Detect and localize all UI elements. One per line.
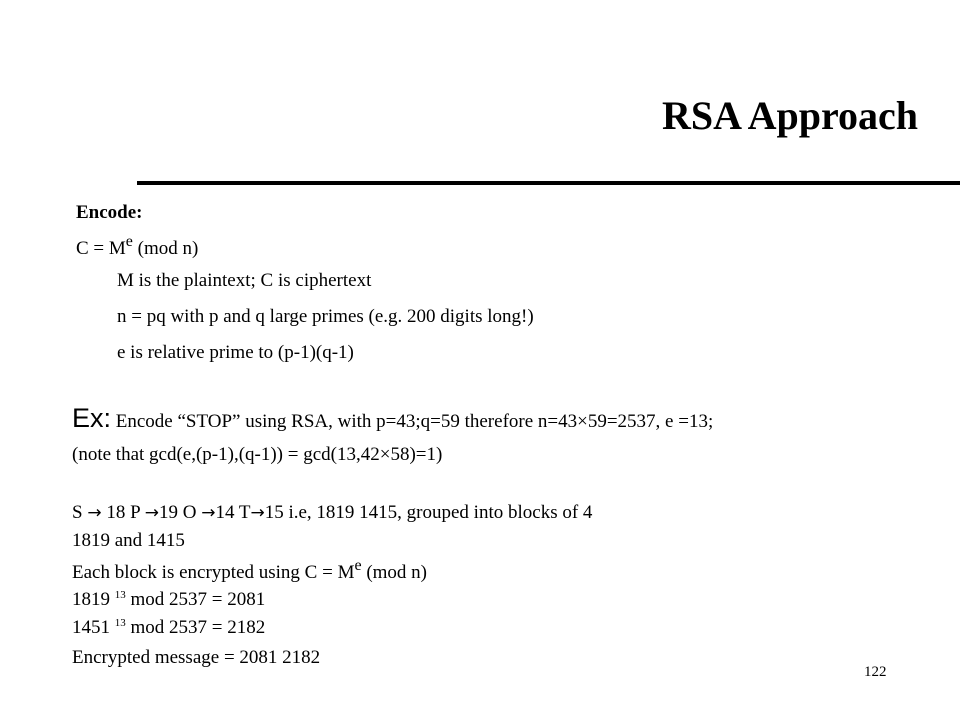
mapping-p-value: 19 O bbox=[158, 502, 202, 523]
formula-suffix: (mod n) bbox=[132, 238, 199, 259]
encrypt-suffix: (mod n) bbox=[361, 562, 428, 583]
encode-formula bbox=[76, 233, 198, 260]
calc1-base: 1819 bbox=[72, 589, 115, 610]
calc2-exponent: 13 bbox=[114, 617, 126, 629]
example-note: (note that gcd(e,(p-1),(q-1)) = gcd(13,42×58)=1) bbox=[72, 444, 443, 465]
calc2-base: 1451 bbox=[72, 617, 115, 638]
encode-bullet: M is the plaintext; C is ciphertext bbox=[117, 270, 372, 291]
right-arrow-icon: → bbox=[201, 503, 216, 523]
calc2-rest: mod 2537 = 2182 bbox=[125, 617, 266, 638]
mapping-s-value: 18 P bbox=[101, 502, 145, 523]
encrypt-rule bbox=[72, 557, 427, 584]
encrypted-result: Encrypted message = 2081 2182 bbox=[72, 647, 321, 668]
right-arrow-icon: → bbox=[87, 503, 102, 523]
encode-bullet: e is relative prime to (p-1)(q-1) bbox=[117, 342, 354, 363]
right-arrow-icon: → bbox=[144, 503, 159, 523]
slide-title: RSA Approach bbox=[661, 93, 918, 138]
example-label: Ex: bbox=[72, 403, 112, 433]
calculation-2 bbox=[72, 617, 265, 639]
example-intro bbox=[72, 403, 713, 434]
encrypt-prefix: Each block is encrypted using C = M bbox=[72, 562, 355, 583]
formula-prefix: C = M bbox=[76, 238, 126, 259]
letter-mapping bbox=[72, 502, 592, 524]
title-underline bbox=[137, 181, 960, 185]
encode-heading: Encode: bbox=[76, 202, 143, 223]
formula-exponent: e bbox=[125, 233, 133, 250]
right-arrow-icon: → bbox=[250, 503, 265, 523]
calc1-rest: mod 2537 = 2081 bbox=[125, 589, 266, 610]
example-intro-text: Encode “STOP” using RSA, with p=43;q=59 therefore n=43×59=2537, e =13; bbox=[111, 411, 714, 432]
mapping-t-value: 15 i.e, 1819 1415, grouped into blocks of 4 bbox=[264, 502, 593, 523]
encode-bullet: n = pq with p and q large primes (e.g. 200 digits long!) bbox=[117, 306, 534, 327]
mapping-s: S bbox=[72, 502, 88, 523]
blocks-line: 1819 and 1415 bbox=[72, 530, 185, 551]
calculation-1 bbox=[72, 589, 265, 611]
mapping-o-value: 14 T bbox=[215, 502, 251, 523]
page-number: 122 bbox=[864, 664, 887, 680]
encrypt-exponent: e bbox=[354, 557, 362, 574]
calc1-exponent: 13 bbox=[114, 589, 126, 601]
